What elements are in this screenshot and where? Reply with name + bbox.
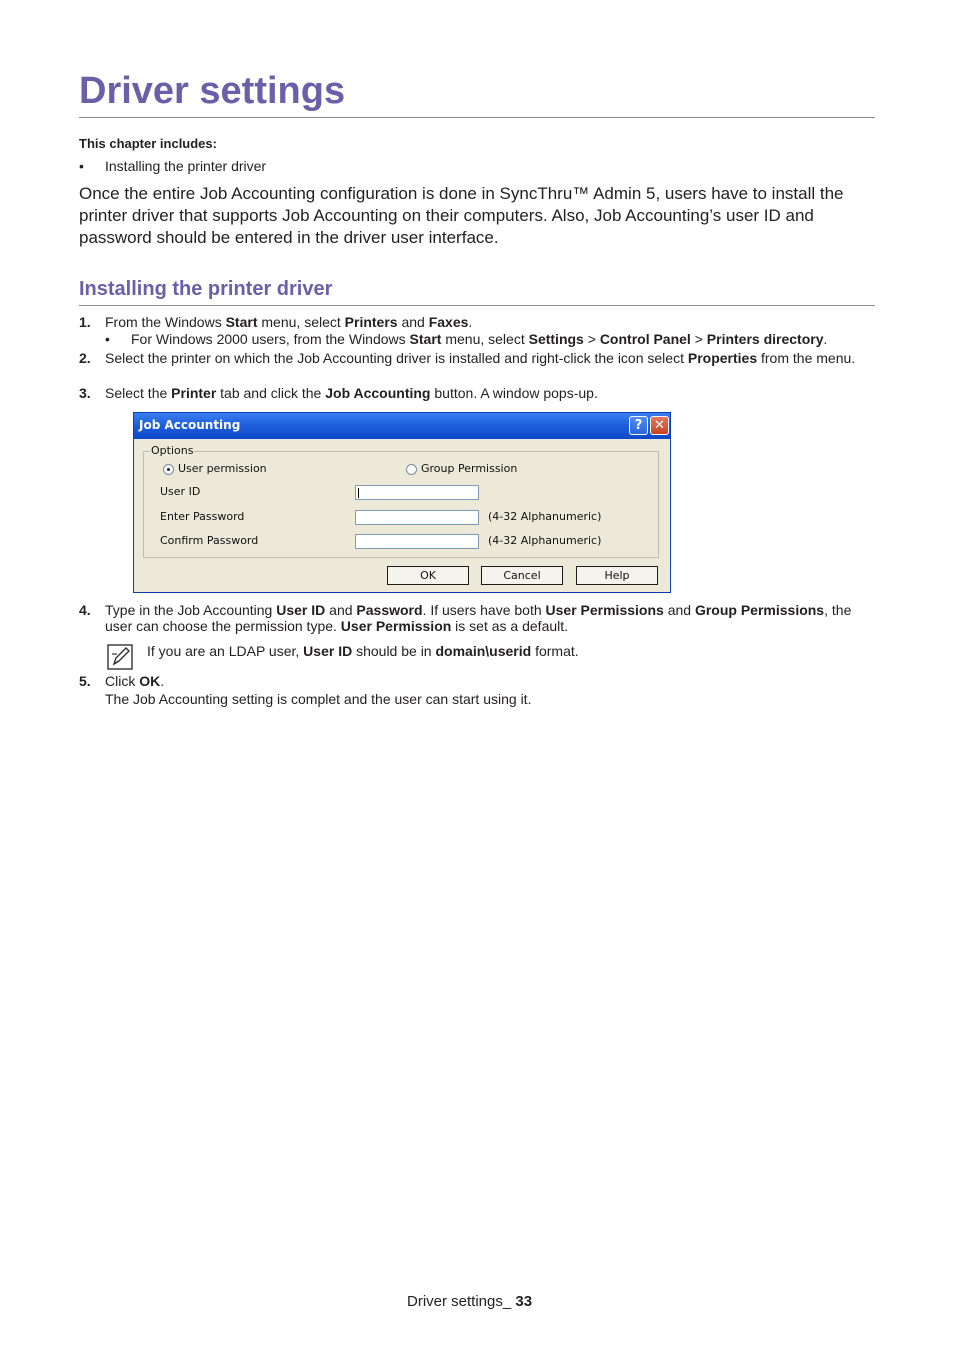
group-permission-label: Group Permission bbox=[421, 462, 518, 475]
step-number: 1. bbox=[79, 314, 91, 330]
step-text: From the Windows Start menu, select Printers and Faxes. bbox=[105, 314, 473, 330]
step-2 bbox=[79, 350, 879, 366]
section-title: Installing the printer driver bbox=[79, 278, 333, 300]
step-number: 4. bbox=[79, 602, 91, 618]
page-title: Driver settings bbox=[79, 70, 346, 112]
step-text: Select the printer on which the Job Accounting driver is installed and right-click the icon select Properties from the menu. bbox=[105, 350, 856, 366]
step-1 bbox=[79, 314, 879, 330]
step-number: 2. bbox=[79, 350, 91, 366]
confirm-password-hint: (4-32 Alphanumeric) bbox=[488, 534, 602, 547]
page-footer bbox=[407, 1293, 532, 1310]
chapter-item-label: Installing the printer driver bbox=[105, 158, 267, 174]
bullet: • bbox=[79, 158, 84, 174]
confirm-password-label: Confirm Password bbox=[160, 534, 259, 547]
enter-password-hint: (4-32 Alphanumeric) bbox=[488, 510, 602, 523]
step-number: 3. bbox=[79, 385, 91, 401]
note-icon bbox=[107, 644, 133, 670]
title-rule bbox=[79, 117, 875, 118]
help-button[interactable]: Help bbox=[576, 566, 658, 585]
step-text: Type in the Job Accounting User ID and Password. If users have both User Permissions and Group Permissions, the user can choose the permission type. User Permission is set as a default. bbox=[105, 602, 852, 634]
step-3 bbox=[79, 385, 879, 401]
step-1-subitem: • For Windows 2000 users, from the Windows Start menu, select Settings > Control Panel > Printers directory. bbox=[105, 331, 828, 347]
step-4 bbox=[79, 602, 879, 634]
step-number: 5. bbox=[79, 673, 91, 689]
step-text: Select the Printer tab and click the Job Accounting button. A window pops-up. bbox=[105, 385, 598, 401]
step-5-result: The Job Accounting setting is complet and the user can start using it. bbox=[105, 691, 532, 707]
enter-password-label: Enter Password bbox=[160, 510, 245, 523]
help-icon[interactable]: ? bbox=[629, 416, 648, 435]
chapter-item[interactable] bbox=[79, 158, 266, 174]
section-rule bbox=[79, 305, 875, 306]
note-text: If you are an LDAP user, User ID should be in domain\userid format. bbox=[147, 643, 579, 659]
step-text: Click OK. bbox=[105, 673, 165, 689]
chapter-label: This chapter includes: bbox=[79, 136, 217, 151]
page-number: 33 bbox=[515, 1293, 533, 1310]
user-id-label: User ID bbox=[160, 485, 201, 498]
intro-paragraph: Once the entire Job Accounting configuration is done in SyncThru™ Admin 5, users have to install the printer driver that supports Job Accounting on their computers. Also, Job Accounting’s user ID and password should be entered in the driver user interface. bbox=[79, 184, 844, 247]
footer-label: Driver settings_ bbox=[407, 1293, 516, 1310]
options-label: Options bbox=[151, 444, 194, 457]
user-permission-radio[interactable] bbox=[163, 464, 174, 475]
step-5 bbox=[79, 673, 879, 707]
options-groupbox bbox=[143, 444, 659, 558]
text-caret bbox=[358, 488, 359, 498]
dialog-title: Job Accounting bbox=[139, 418, 241, 432]
job-accounting-dialog bbox=[133, 412, 671, 593]
enter-password-input[interactable] bbox=[355, 510, 479, 525]
user-permission-label: User permission bbox=[178, 462, 267, 475]
bullet: • bbox=[105, 331, 110, 347]
dialog-titlebar[interactable] bbox=[134, 413, 670, 439]
user-id-input[interactable] bbox=[355, 485, 479, 500]
cancel-button[interactable]: Cancel bbox=[481, 566, 563, 585]
ok-button[interactable]: OK bbox=[387, 566, 469, 585]
close-icon[interactable]: ✕ bbox=[650, 416, 669, 435]
group-permission-radio[interactable] bbox=[406, 464, 417, 475]
confirm-password-input[interactable] bbox=[355, 534, 479, 549]
